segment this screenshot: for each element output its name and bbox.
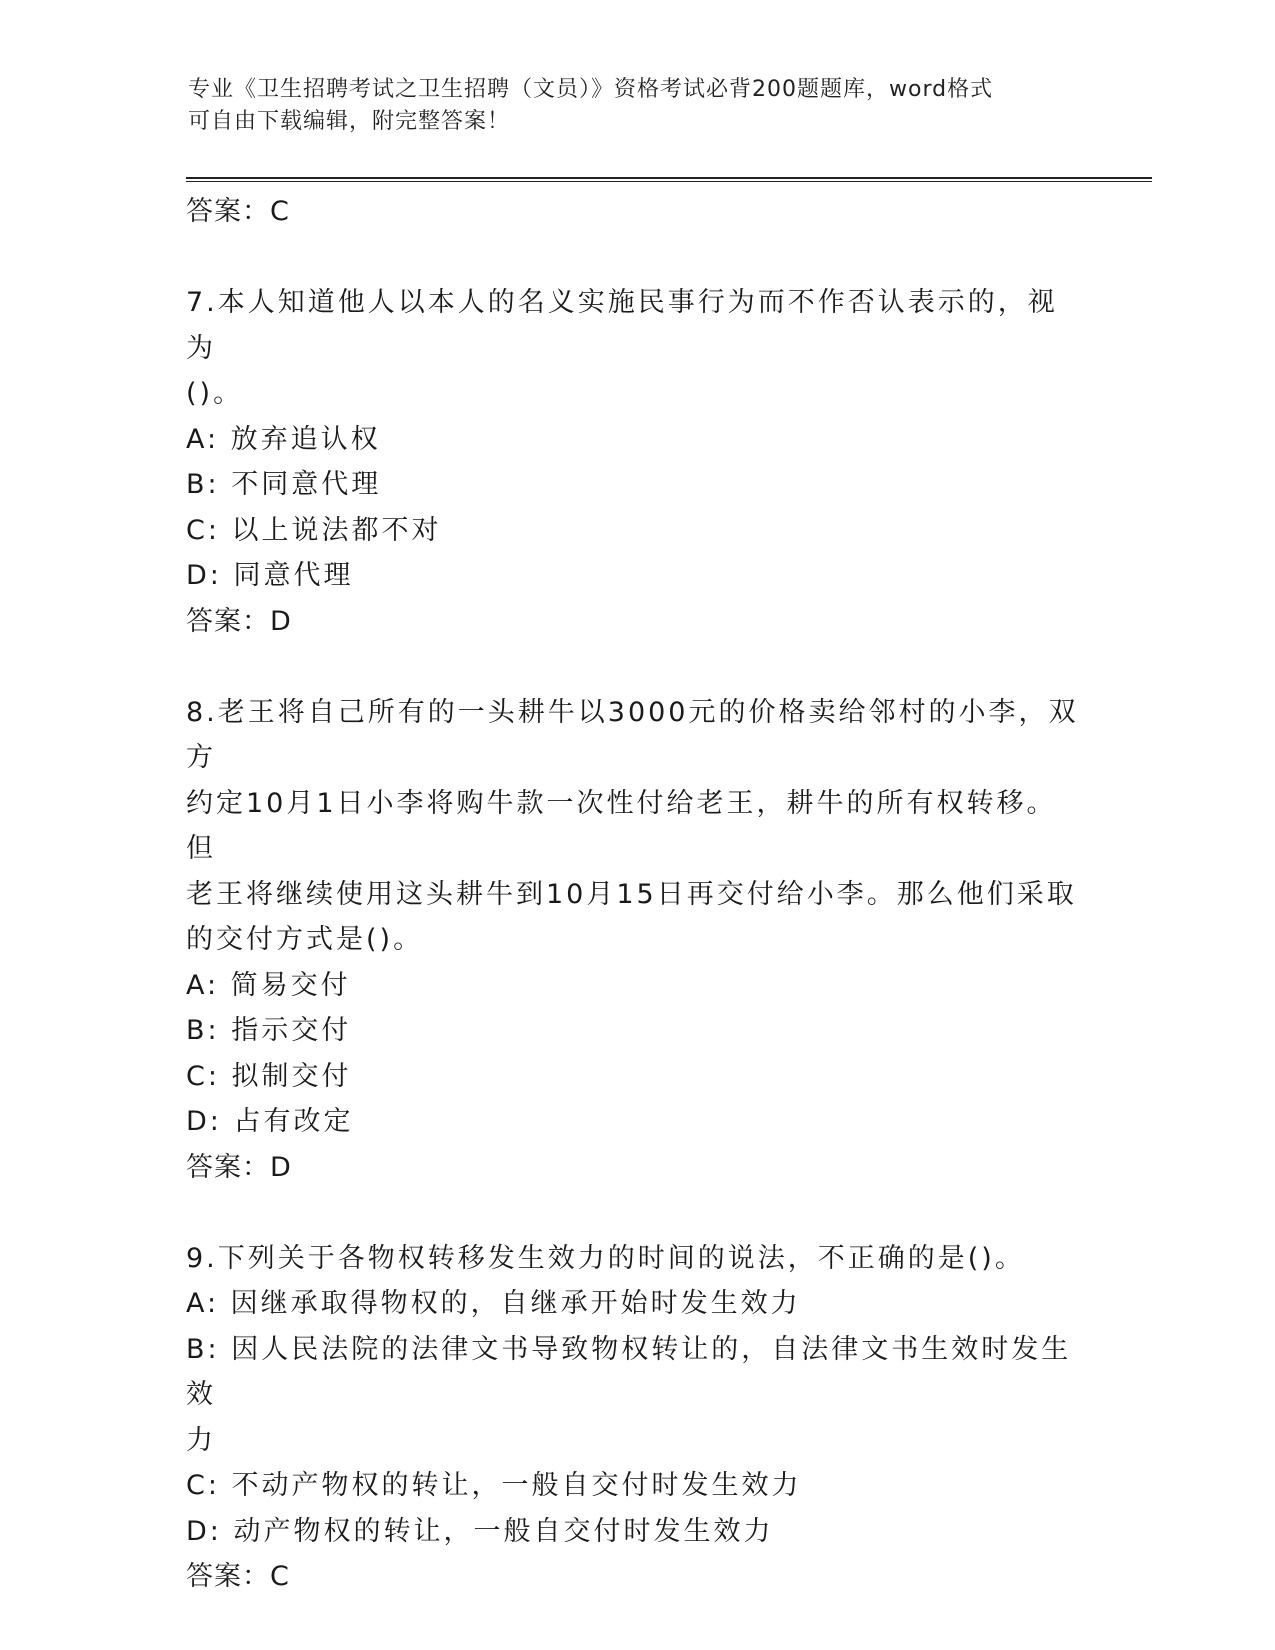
question-9-stem-line-1: 9.下列关于各物权转移发生效力的时间的说法，不正确的是()。 [186,1242,1025,1274]
header-rule-thin [186,181,1152,182]
question-9-option-c: C: 不动产物权的转让，一般自交付时发生效力 [186,1470,802,1501]
question-8-option-b: B: 指示交付 [186,1015,352,1046]
question-7-option-d: D: 同意代理 [186,560,354,591]
question-7-stem-line-2: ()。 [186,378,244,409]
question-9-option-b-line-2: 力 [186,1424,216,1456]
document-header [188,74,1068,138]
question-7-option-a: A: 放弃追认权 [186,423,381,455]
previous-answer: 答案：C [186,196,290,227]
question-8-stem-line-3: 老王将继续使用这头耕牛到10月15日再交付给小李。那么他们采取 [186,878,1077,910]
question-9-option-d: D: 动产物权的转让，一般自交付时发生效力 [186,1515,774,1547]
spacer [186,1190,1086,1236]
question-8-option-d: D: 占有改定 [186,1106,354,1137]
question-7-stem-line-1: 7.本人知道他人以本人的名义实施民事行为而不作否认表示的，视为 [186,287,1058,364]
header-rule-thick [186,177,1152,179]
question-9-option-b-line-1: B: 因人民法院的法律文书导致物权转让的，自法律文书生效时发生效 [186,1333,1072,1410]
question-9-answer: 答案：C [186,1561,290,1592]
question-7-option-b: B: 不同意代理 [186,469,382,500]
question-8-option-c: C: 拟制交付 [186,1060,352,1092]
question-8-stem-line-1: 8.老王将自己所有的一头耕牛以3000元的价格卖给邻村的小李，双方 [186,696,1079,773]
question-7-option-c: C: 以上说法都不对 [186,514,442,546]
question-8-stem-line-2: 约定10月1日小李将购牛款一次性付给老王，耕牛的所有权转移。但 [186,787,1057,864]
question-8-stem-line-4: 的交付方式是()。 [186,924,424,955]
spacer [186,235,1086,281]
header-line-1: 专业《卫生招聘考试之卫生招聘（文员）》资格考试必背200题题库，word格式 [188,77,994,102]
question-list [186,189,1086,1600]
question-8-option-a: A: 简易交付 [186,969,351,1001]
spacer [186,644,1086,690]
question-9-option-a: A: 因继承取得物权的，自继承开始时发生效力 [186,1288,801,1319]
header-line-2: 可自由下载编辑，附完整答案！ [188,109,511,134]
question-8-answer: 答案：D [186,1151,292,1183]
question-7-answer: 答案：D [186,605,292,637]
